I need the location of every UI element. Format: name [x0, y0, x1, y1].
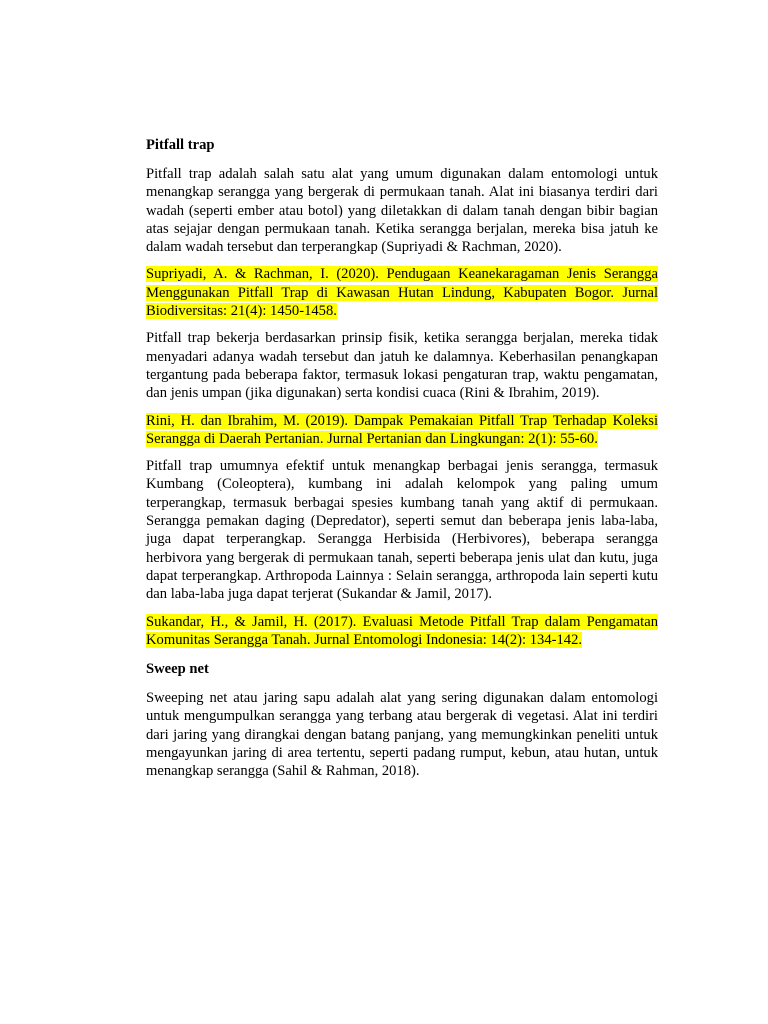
- paragraph-sweep-net-definition: Sweeping net atau jaring sapu adalah alat yang sering digunakan dalam entomologi untuk mengumpulkan serangga yang terbang atau bergerak di vegetasi. Alat ini terdiri dari jaring yang dirangkai dengan batang panjang, yang memungkinkan peneliti untuk mengayunkan jaring di area tertentu, seperti padang rumput, kebun, atau hutan, untuk menangkap serangga (Sahil & Rahman, 2018).: [146, 690, 658, 780]
- reference-sukandar: [146, 613, 658, 650]
- section-heading-sweep-net: Sweep net: [146, 661, 209, 678]
- highlighted-reference-text: Rini, H. dan Ibrahim, M. (2019). Dampak Pemakaian Pitfall Trap Terhadap Koleksi Serangga di Daerah Pertanian. Jurnal Pertanian dan Lingkungan: 2(1): 55-60.: [146, 412, 658, 447]
- document-page: [146, 134, 658, 790]
- reference-rini: [146, 412, 658, 449]
- paragraph-pitfall-effectiveness: Pitfall trap umumnya efektif untuk menangkap berbagai jenis serangga, termasuk Kumbang (Coleoptera), kumbang ini adalah kelompok yang paling umum terperangkap, termasuk berbagai spesies kumbang tanah yang aktif di permukaan. Serangga pemakan daging (Depredator), seperti semut dan beberapa jenis laba-laba, juga dapat terperangkap. Serangga Herbisida (Herbivores), beberapa serangga herbivora yang bergerak di permukaan tanah, seperti beberapa jenis ulat dan kutu, juga dapat terperangkap. Arthropoda Lainnya : Selain serangga, arthropoda lain seperti kutu dan laba-laba juga dapat terjerat (Sukandar & Jamil, 2017).: [146, 458, 658, 603]
- paragraph-pitfall-principle: Pitfall trap bekerja berdasarkan prinsip fisik, ketika serangga berjalan, mereka tidak menyadari adanya wadah tersebut dan jatuh ke dalamnya. Keberhasilan penangkapan tergantung pada beberapa faktor, termasuk lokasi pengaturan trap, waktu pengamatan, dan jenis umpan (jika digunakan) serta kondisi cuaca (Rini & Ibrahim, 2019).: [146, 330, 658, 402]
- section-heading-pitfall-trap: Pitfall trap: [146, 137, 215, 153]
- highlighted-reference-text: Sukandar, H., & Jamil, H. (2017). Evaluasi Metode Pitfall Trap dalam Pengamatan Komunitas Serangga Tanah. Jurnal Entomologi Indonesia: 14(2): 134-142.: [146, 613, 658, 648]
- highlighted-reference-text: Supriyadi, A. & Rachman, I. (2020). Pendugaan Keanekaragaman Jenis Serangga Menggunakan Pitfall Trap di Kawasan Hutan Lindung, Kabupaten Bogor. Jurnal Biodiversitas: 21(4): 1450-1458.: [146, 266, 658, 320]
- reference-supriyadi: [146, 265, 658, 320]
- paragraph-pitfall-definition: Pitfall trap adalah salah satu alat yang umum digunakan dalam entomologi untuk menangkap serangga yang bergerak di permukaan tanah. Alat ini biasanya terdiri dari wadah (seperti ember atau botol) yang diletakkan di dalam tanah dengan bibir bagian atas sejajar dengan permukaan tanah. Ketika serangga berjalan, mereka bisa jatuh ke dalam wadah tersebut dan terperangkap (Supriyadi & Rachman, 2020).: [146, 166, 658, 256]
